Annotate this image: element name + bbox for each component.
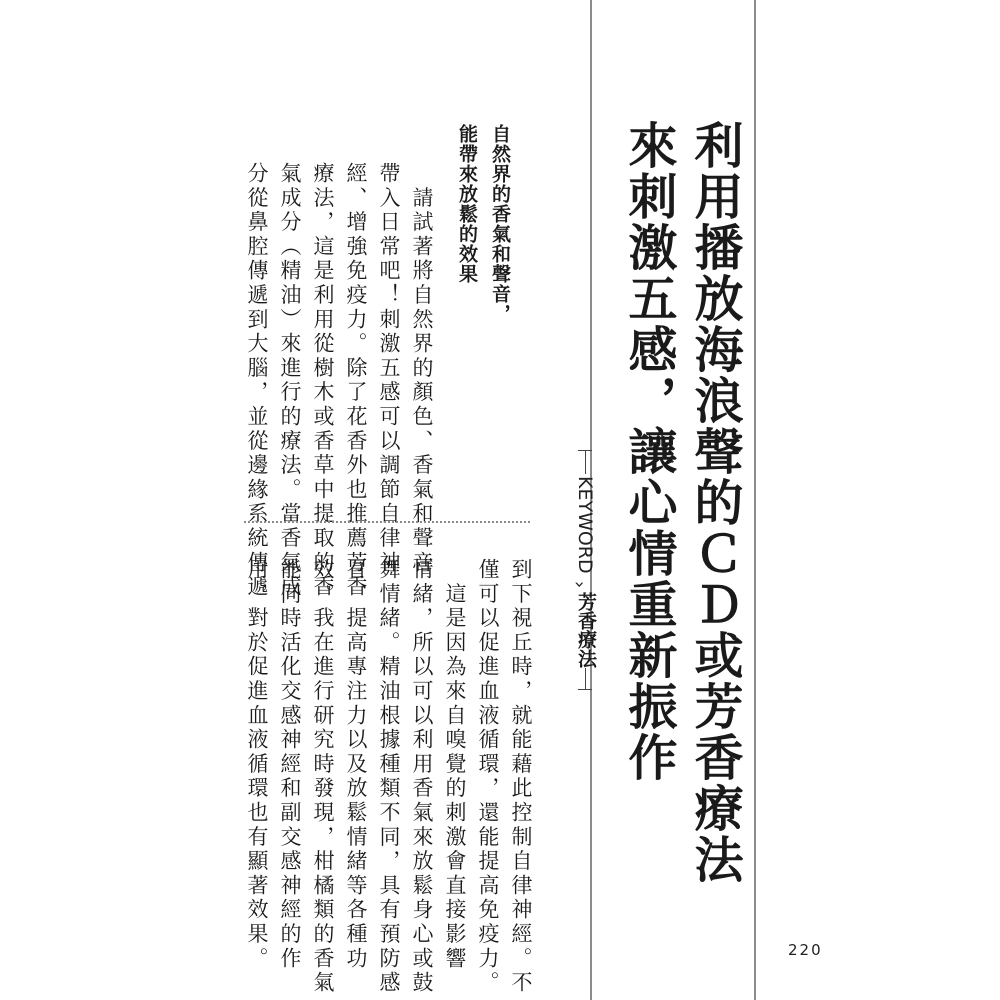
- keyword-line-top: [585, 450, 586, 474]
- page-number: 220: [788, 941, 823, 959]
- body-upper-line-1: 請試著將自然界的顏色、香氣和聲音: [410, 162, 434, 576]
- body-upper-line-5: 氣成分（精油）來進行的療法。當香氣成: [278, 162, 302, 600]
- vertical-rule-right: [754, 0, 756, 1000]
- keyword-bracket-bottom: [578, 689, 592, 690]
- body-upper-line-6: 分從鼻腔傳遞到大腦，並從邊緣系統傳遞: [245, 162, 269, 600]
- body-lower-line-2: 僅可以促進血液循環，還能提高免疫力。: [476, 558, 500, 996]
- keyword-label: KEYWORD: [574, 476, 596, 574]
- body-lower-line-6: 冒、提高專注力以及放鬆情緒等各種功: [344, 558, 368, 972]
- body-lower-line-3: 這是因為來自嗅覺的刺激會直接影響: [443, 558, 467, 972]
- keyword-tag: [569, 440, 602, 690]
- body-lower-line-9: 用，對於促進血液循環也有顯著效果。: [245, 558, 269, 972]
- body-lower-line-8: 能同時活化交感神經和副交感神經的作: [278, 558, 302, 972]
- page-title-line-2: 來刺激五感，讓心情重新振作: [621, 120, 678, 783]
- subtitle-line-2: 能帶來放鬆的效果: [456, 124, 478, 284]
- chevron-right-icon: ›: [569, 580, 591, 589]
- subtitle-line-1: 自然界的香氣和聲音，: [489, 124, 511, 324]
- body-lower-line-4: 情緒，所以可以利用香氣來放鬆身心或鼓: [410, 558, 434, 996]
- keyword-line-bottom: [585, 668, 586, 690]
- page-title-line-1: 利用播放海浪聲的ＣＤ或芳香療法: [687, 120, 744, 885]
- body-lower-line-1: 到下視丘時，就能藉此控制自律神經。不: [509, 558, 533, 996]
- body-lower-line-5: 舞情緒。精油根據種類不同，具有預防感: [377, 558, 401, 996]
- body-upper-line-4: 療法，這是利用從樹木或香草中提取的香: [311, 162, 335, 600]
- keyword-term: 芳香療法: [575, 592, 597, 668]
- body-lower-line-7: 效。我在進行研究時發現，柑橘類的香氣: [311, 558, 335, 996]
- section-divider: [244, 521, 530, 523]
- body-upper-line-3: 經、增強免疫力。除了花香外也推薦芳香: [344, 162, 368, 600]
- body-upper-line-2: 帶入日常吧！刺激五感可以調節自律神: [377, 162, 401, 576]
